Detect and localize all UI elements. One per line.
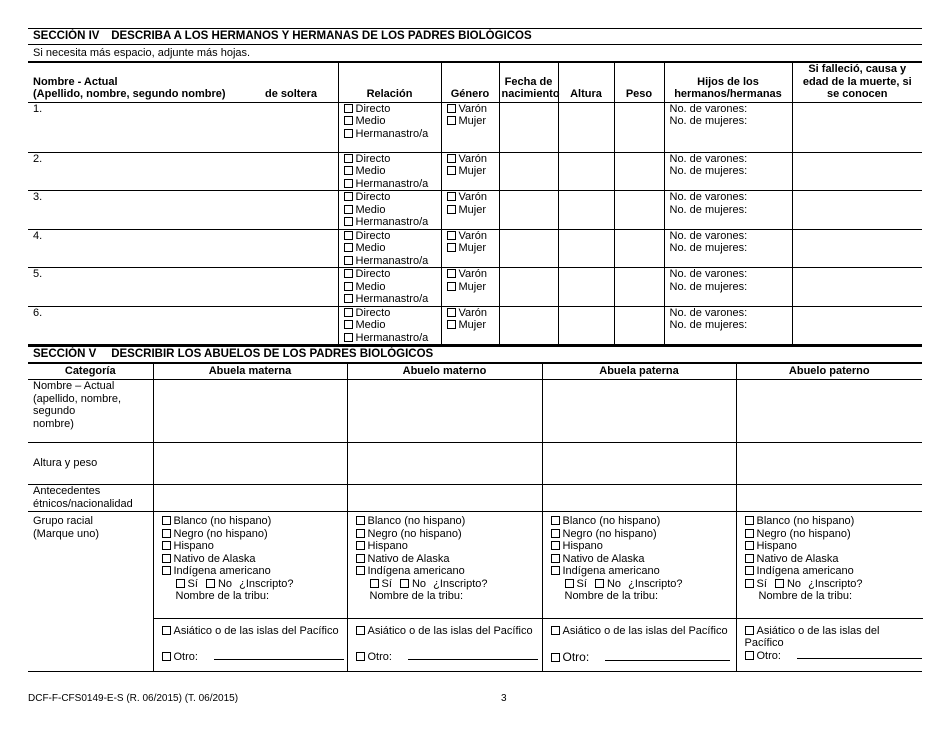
race-white-checkbox[interactable] [745,515,923,528]
paternal-grandmother-ethnic[interactable] [542,485,736,512]
birthdate-cell[interactable] [499,102,558,152]
gender-female-label: Mujer [458,280,487,293]
maternal-grandmother-header: Abuela materna [153,364,347,380]
maternal-grandfather-height-weight[interactable] [347,443,542,485]
relation-direct-checkbox[interactable] [344,307,441,320]
race-asian-label-cont: Pacífico [744,637,784,649]
race-american-indian-checkbox[interactable] [162,565,347,578]
gender-header: Género [441,63,499,103]
gender-male-label: Varón [458,102,488,115]
race-white-checkbox[interactable] [162,515,347,528]
relation-half-label: Medio [355,280,386,293]
section-iv-number: SECCIÓN IV [33,30,100,42]
children-header-line1: Hijos de los [697,75,759,88]
female-children-label: No. de mujeres: [669,280,748,293]
race-asian-label: Asiático o de las islas del Pacífico [173,624,339,637]
relation-cell [338,268,441,307]
race-hispanic-label: Hispano [562,540,603,552]
name-header [28,63,338,103]
sibling-row [28,229,922,268]
maternal-grandmother-height-weight[interactable] [153,443,347,485]
paternal-grandmother-name[interactable] [542,380,736,443]
name-row [28,380,922,443]
relation-step-label: Hermanastro/a [355,254,429,267]
sibling-row [28,191,922,230]
row-number: 2. [33,152,43,165]
gender-cell [441,306,499,345]
enrolled-row [551,578,736,591]
section-iv-header [28,28,922,45]
female-children-label: No. de mujeres: [669,203,748,216]
race-alaska-native-label: Nativo de Alaska [756,552,839,565]
weight-cell[interactable] [614,191,664,230]
race-black-label: Negro (no hispano) [562,527,657,540]
enrolled-yes-label: Sí [381,577,392,590]
page-number: 3 [501,693,507,704]
death-header-line2: edad de la muerte, si [802,75,912,88]
grandparents-header-row [28,364,922,380]
death-cell[interactable] [792,268,922,307]
children-header [664,63,792,103]
height-header: Altura [558,63,614,103]
female-children-label: No. de mujeres: [669,242,748,254]
height-cell[interactable] [558,268,614,307]
birthdate-cell[interactable] [499,268,558,307]
sibling-row [28,152,922,191]
relation-direct-checkbox[interactable] [344,230,441,243]
race-asian-checkbox[interactable] [356,625,542,638]
weight-cell[interactable] [614,102,664,152]
race-white-label: Blanco (no hispano) [562,515,661,527]
gender-male-checkbox[interactable] [447,191,499,204]
race-white-label: Blanco (no hispano) [173,515,272,527]
gender-cell [441,268,499,307]
weight-cell[interactable] [614,306,664,345]
height-cell[interactable] [558,152,614,191]
row-number: 4. [33,229,43,242]
female-children-label: No. de mujeres: [669,165,748,177]
race-asian-checkbox[interactable] [551,625,736,638]
name-category-line2: (apellido, nombre, [33,392,122,405]
ethnic-category [28,485,153,512]
relation-step-label: Hermanastro/a [355,216,429,228]
enrolled-yes-checkbox[interactable] [370,579,379,588]
ethnic-category-line2: étnicos/nacionalidad [33,497,133,510]
paternal-grandfather-name[interactable] [736,380,922,443]
race-asian-label: Asiático o de las islas del Pacífico [367,624,533,637]
enrolled-question: ¿Inscripto? [808,577,863,590]
gender-male-label: Varón [458,191,488,203]
race-asian-label: Asiático o de las islas del [756,624,880,637]
birthdate-header-line1: Fecha de [504,75,553,88]
male-children-label: No. de varones: [669,268,748,280]
enrolled-question: ¿Inscripto? [239,577,294,590]
relation-step-checkbox[interactable] [344,178,441,191]
relation-half-label: Medio [355,242,386,254]
enrolled-yes-label: Sí [187,577,198,590]
gender-male-checkbox[interactable] [447,268,499,281]
race-hispanic-checkbox[interactable] [356,540,542,553]
relation-step-checkbox[interactable] [344,255,441,268]
children-cell[interactable] [664,191,792,230]
sibling-name-cell[interactable] [28,152,338,191]
enrolled-yes-checkbox[interactable] [565,579,574,588]
gender-male-checkbox[interactable] [447,103,499,116]
race-black-label: Negro (no hispano) [173,527,268,540]
gender-cell [441,229,499,268]
enrolled-no-checkbox[interactable] [206,579,215,588]
gender-cell [441,191,499,230]
race-american-indian-label: Indígena americano [173,565,271,577]
race-american-indian-checkbox[interactable] [551,565,736,578]
paternal-grandmother-race [542,512,736,672]
height-weight-category: Altura y peso [28,443,153,485]
enrolled-no-checkbox[interactable] [595,579,604,588]
children-cell[interactable] [664,268,792,307]
gender-female-label: Mujer [458,319,487,331]
race-other-label: Otro: [756,649,781,662]
relation-step-checkbox[interactable] [344,332,441,345]
death-cell[interactable] [792,229,922,268]
height-weight-row [28,443,922,485]
death-cell[interactable] [792,306,922,345]
race-other-label: Otro: [173,651,198,663]
race-hispanic-label: Hispano [367,540,408,552]
category-header: Categoría [28,364,153,380]
maternal-grandfather-header: Abuelo materno [347,364,542,380]
height-cell[interactable] [558,102,614,152]
paternal-grandfather-height-weight[interactable] [736,443,922,485]
race-alaska-native-label: Nativo de Alaska [562,552,645,565]
maternal-grandmother-name[interactable] [153,380,347,443]
gender-cell [441,152,499,191]
name-category [28,380,153,443]
gender-male-label: Varón [458,229,488,242]
race-white-label: Blanco (no hispano) [367,515,466,527]
form-id: DCF-F-CFS0149-E-S (R. 06/2015) (T. 06/2015) [28,693,239,704]
race-alaska-native-label: Nativo de Alaska [367,552,450,565]
racial-row [28,512,922,672]
paternal-grandfather-ethnic[interactable] [736,485,922,512]
enrolled-row [356,578,542,591]
name-category-line3: segundo [33,405,76,417]
tribe-name-line[interactable] [348,618,543,619]
gender-female-checkbox[interactable] [447,242,499,255]
relation-direct-checkbox[interactable] [344,153,441,166]
enrolled-question: ¿Inscripto? [628,577,683,590]
section-iv-title: DESCRIBA A LOS HERMANOS Y HERMANAS DE LOS PADRES BIOLÓGICOS [111,30,532,42]
race-american-indian-label: Indígena americano [562,565,660,577]
sibling-row [28,306,922,345]
race-other-field[interactable] [797,658,922,659]
weight-cell[interactable] [614,229,664,268]
race-black-checkbox[interactable] [745,528,923,541]
relation-half-checkbox[interactable] [344,281,441,294]
enrolled-no-label: No [217,577,233,590]
tribe-label: Nombre de la tribu: [369,590,464,602]
height-cell[interactable] [558,229,614,268]
race-american-indian-checkbox[interactable] [745,565,923,578]
height-cell[interactable] [558,306,614,345]
gender-female-label: Mujer [458,203,487,216]
race-hispanic-checkbox[interactable] [745,540,923,553]
relation-half-checkbox[interactable] [344,204,441,217]
sibling-row [28,268,922,307]
racial-category-line2: (Marque uno) [33,527,100,540]
tribe-label: Nombre de la tribu: [175,590,270,602]
gender-male-checkbox[interactable] [447,230,499,243]
death-header-line1: Si falleció, causa y [808,63,907,75]
male-children-label: No. de varones: [669,152,748,165]
relation-direct-checkbox[interactable] [344,191,441,204]
relation-half-checkbox[interactable] [344,242,441,255]
maiden-header: de soltera [265,88,317,100]
enrolled-yes-checkbox[interactable] [745,579,754,588]
siblings-table [28,62,922,345]
relation-cell [338,191,441,230]
paternal-grandmother-height-weight[interactable] [542,443,736,485]
relation-direct-label: Directo [355,306,391,319]
children-cell[interactable] [664,229,792,268]
race-hispanic-checkbox[interactable] [551,540,736,553]
ethnic-row [28,485,922,512]
race-hispanic-label: Hispano [756,540,797,552]
gender-female-label: Mujer [458,115,487,127]
race-american-indian-label: Indígena americano [367,565,465,577]
children-header-line2: hermanos/hermanas [674,88,782,100]
relation-step-checkbox[interactable] [344,128,441,141]
relation-direct-checkbox[interactable] [344,103,441,116]
racial-category-line1: Grupo racial [33,515,93,527]
race-white-checkbox[interactable] [356,515,542,528]
race-black-label: Negro (no hispano) [756,527,851,540]
race-white-label: Blanco (no hispano) [756,515,855,527]
race-american-indian-checkbox[interactable] [356,565,542,578]
weight-header: Peso [614,63,664,103]
enrolled-no-label: No [786,577,802,590]
gender-male-label: Varón [458,152,488,165]
male-children-label: No. de varones: [669,102,748,115]
sibling-name-cell[interactable] [28,268,338,307]
birthdate-header-line2: nacimiento [501,88,560,100]
male-children-label: No. de varones: [669,306,748,319]
birthdate-header [499,63,558,103]
male-children-label: No. de varones: [669,229,748,242]
race-other-label: Otro: [367,651,392,663]
death-cell[interactable] [792,102,922,152]
sibling-row [28,102,922,152]
weight-cell[interactable] [614,152,664,191]
gender-male-checkbox[interactable] [447,153,499,166]
race-other-checkbox[interactable] [356,651,542,664]
gender-female-checkbox[interactable] [447,204,499,217]
children-cell[interactable] [664,306,792,345]
race-black-checkbox[interactable] [551,528,736,541]
relation-direct-label: Directo [355,229,391,242]
gender-female-label: Mujer [458,242,487,254]
ethnic-category-line1: Antecedentes [33,485,101,497]
race-other-label: Otro: [562,650,590,664]
race-alaska-native-checkbox[interactable] [162,553,347,566]
relation-header: Relación [338,63,441,103]
sibling-name-cell[interactable] [28,306,338,345]
race-alaska-native-checkbox[interactable] [745,553,923,566]
maternal-grandmother-race [153,512,347,672]
relation-step-label: Hermanastro/a [355,177,429,190]
enrolled-row [162,578,347,591]
maternal-grandfather-ethnic[interactable] [347,485,542,512]
death-header-line3: se conocen [826,88,888,100]
maternal-grandmother-ethnic[interactable] [153,485,347,512]
gender-male-label: Varón [458,268,488,280]
paternal-grandmother-header: Abuela paterna [542,364,736,380]
race-other-field[interactable] [605,660,730,661]
tribe-name-line[interactable] [737,618,923,619]
relation-half-label: Medio [355,115,386,127]
race-asian-label: Asiático o de las islas del Pacífico [562,624,728,637]
section-v-number: SECCIÓN V [33,348,97,360]
female-children-label: No. de mujeres: [669,319,748,331]
relation-cell [338,229,441,268]
race-hispanic-checkbox[interactable] [162,540,347,553]
enrolled-row [745,578,923,591]
relation-step-checkbox[interactable] [344,216,441,229]
tribe-label: Nombre de la tribu: [564,590,659,602]
enrolled-no-label: No [606,577,622,590]
relation-half-checkbox[interactable] [344,115,441,128]
race-asian-checkbox[interactable] [162,625,347,638]
racial-category [28,512,153,672]
race-other-checkbox[interactable] [162,651,347,664]
relation-half-checkbox[interactable] [344,319,441,332]
relation-half-checkbox[interactable] [344,165,441,178]
race-black-checkbox[interactable] [162,528,347,541]
children-cell[interactable] [664,102,792,152]
tribe-name-line[interactable] [543,618,737,619]
section-v-title: DESCRIBIR LOS ABUELOS DE LOS PADRES BIOLÓGICOS [111,348,434,360]
relation-cell [338,306,441,345]
race-asian-checkbox[interactable] [745,625,923,638]
section-iv-note: Si necesita más espacio, adjunte más hojas. [28,45,922,62]
enrolled-yes-label: Sí [756,577,767,590]
maternal-grandfather-race [347,512,542,672]
tribe-name-line[interactable] [154,618,348,619]
gender-female-checkbox[interactable] [447,319,499,332]
enrolled-no-label: No [411,577,427,590]
gender-female-checkbox[interactable] [447,115,499,128]
relation-direct-checkbox[interactable] [344,268,441,281]
paternal-grandfather-header: Abuelo paterno [736,364,922,380]
enrolled-no-checkbox[interactable] [775,579,784,588]
sibling-name-cell[interactable] [28,102,338,152]
female-children-label: No. de mujeres: [669,115,748,127]
gender-female-checkbox[interactable] [447,281,499,294]
relation-direct-label: Directo [355,268,391,280]
gender-female-checkbox[interactable] [447,165,499,178]
form-page [28,28,922,672]
sibling-name-cell[interactable] [28,191,338,230]
gender-female-label: Mujer [458,165,487,177]
relation-direct-label: Directo [355,191,391,203]
grandparents-table [28,363,922,672]
gender-male-label: Varón [458,306,488,319]
race-other-checkbox[interactable] [745,650,923,663]
siblings-header-row [28,63,922,103]
name-header-subtitle: (Apellido, nombre, segundo nombre) [33,88,226,100]
section-v-header [28,345,922,363]
relation-step-checkbox[interactable] [344,293,441,306]
tribe-label: Nombre de la tribu: [758,590,853,602]
birthdate-cell[interactable] [499,229,558,268]
male-children-label: No. de varones: [669,191,748,203]
relation-half-label: Medio [355,319,386,331]
height-cell[interactable] [558,191,614,230]
race-other-checkbox[interactable] [551,651,736,664]
race-black-checkbox[interactable] [356,528,542,541]
race-american-indian-label: Indígena americano [756,565,854,577]
race-hispanic-label: Hispano [173,540,214,552]
death-cell[interactable] [792,191,922,230]
race-black-label: Negro (no hispano) [367,527,462,540]
relation-cell [338,102,441,152]
death-header [792,63,922,103]
weight-cell[interactable] [614,268,664,307]
death-cell[interactable] [792,152,922,191]
name-header-line1: Nombre - Actual [33,75,118,88]
name-header-line2 [33,88,336,101]
footer [28,693,922,704]
relation-step-label: Hermanastro/a [355,331,429,344]
race-alaska-native-checkbox[interactable] [356,553,542,566]
race-alaska-native-checkbox[interactable] [551,553,736,566]
race-white-checkbox[interactable] [551,515,736,528]
row-number: 6. [33,306,43,319]
enrolled-yes-checkbox[interactable] [176,579,185,588]
gender-cell [441,102,499,152]
name-category-line4: nombre) [33,417,74,430]
race-other-field[interactable] [214,659,344,660]
children-cell[interactable] [664,152,792,191]
race-other-field[interactable] [408,659,538,660]
enrolled-question: ¿Inscripto? [433,577,488,590]
relation-direct-label: Directo [355,102,391,115]
relation-cell [338,152,441,191]
gender-male-checkbox[interactable] [447,307,499,320]
maternal-grandfather-name[interactable] [347,380,542,443]
relation-direct-label: Directo [355,152,391,165]
relation-half-label: Medio [355,165,386,177]
race-alaska-native-label: Nativo de Alaska [173,552,256,565]
name-category-line1: Nombre – Actual [33,380,115,392]
birthdate-cell[interactable] [499,191,558,230]
birthdate-cell[interactable] [499,152,558,191]
relation-step-label: Hermanastro/a [355,293,429,305]
row-number: 5. [33,268,43,280]
enrolled-no-checkbox[interactable] [400,579,409,588]
paternal-grandfather-race [736,512,922,672]
relation-step-label: Hermanastro/a [355,127,429,140]
birthdate-cell[interactable] [499,306,558,345]
relation-half-label: Medio [355,203,386,216]
sibling-name-cell[interactable] [28,229,338,268]
enrolled-yes-label: Sí [576,577,587,590]
row-number: 1. [33,102,43,115]
row-number: 3. [33,191,43,203]
